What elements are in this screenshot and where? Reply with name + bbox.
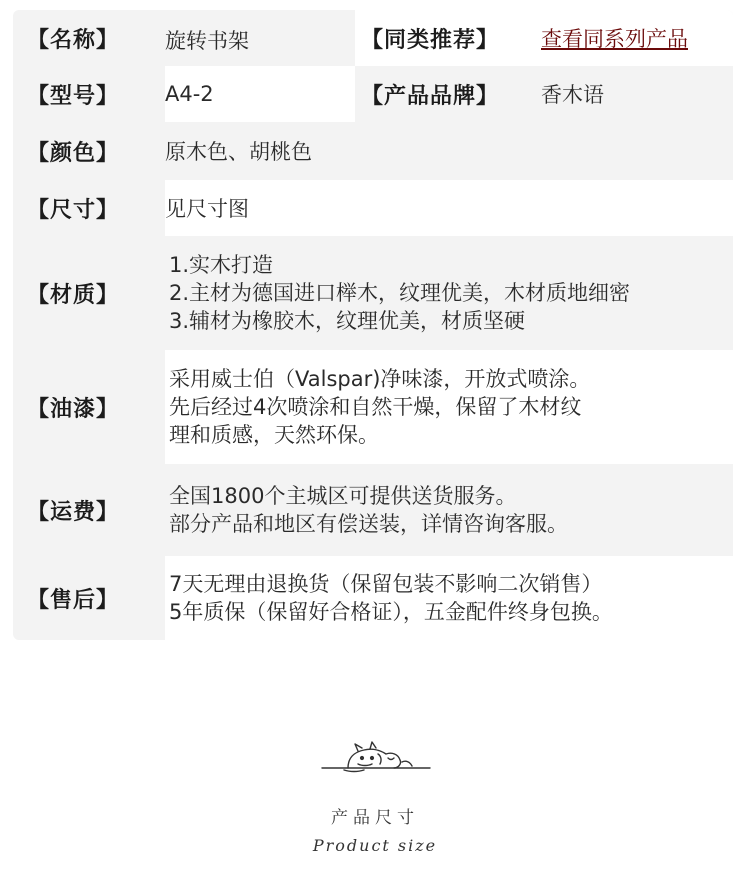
color-key: 【颜色】 xyxy=(27,140,120,166)
size-key-cell xyxy=(13,180,165,236)
model-value: A4-2 xyxy=(165,82,214,106)
paint-line: 理和质感，天然环保。 xyxy=(169,423,379,447)
similar-key: 【同类推荐】 xyxy=(361,27,500,53)
paint-key-cell xyxy=(13,350,165,464)
row-size xyxy=(13,180,733,236)
row-shipping xyxy=(13,464,733,556)
name-key: 【名称】 xyxy=(27,27,120,53)
after-sales-line: 7天无理由退换货（保留包装不影响二次销售） xyxy=(169,572,603,596)
spec-table xyxy=(13,10,733,640)
paint-key: 【油漆】 xyxy=(27,396,120,422)
section-title-cn: 产品尺寸 xyxy=(331,808,419,828)
similar-cell xyxy=(355,10,733,66)
material-line: 1.实木打造 xyxy=(169,253,274,277)
material-line: 3.辅材为橡胶木，纹理优美，材质坚硬 xyxy=(169,309,526,333)
material-value xyxy=(169,236,630,350)
after-sales-key: 【售后】 xyxy=(27,587,120,613)
material-key: 【材质】 xyxy=(27,282,120,308)
name-value: 旋转书架 xyxy=(165,29,249,53)
paint-line: 先后经过4次喷涂和自然干燥，保留了木材纹 xyxy=(169,395,582,419)
shipping-value xyxy=(169,464,568,556)
row-paint xyxy=(13,350,733,464)
model-key-cell xyxy=(13,66,165,122)
row-material xyxy=(13,236,733,350)
brand-cell xyxy=(355,66,733,122)
row-model xyxy=(13,66,733,122)
color-value: 原木色、胡桃色 xyxy=(165,140,312,164)
shipping-key: 【运费】 xyxy=(27,499,120,525)
section-title-en: Product size xyxy=(312,836,438,855)
after-sales-line: 5年质保（保留好合格证），五金配件终身包换。 xyxy=(169,600,613,624)
size-key: 【尺寸】 xyxy=(27,197,120,223)
after-sales-key-cell xyxy=(13,556,165,640)
row-color xyxy=(13,122,733,180)
material-line: 2.主材为德国进口榉木，纹理优美，木材质地细密 xyxy=(169,281,631,305)
row-after-sales xyxy=(13,556,733,640)
cow-doodle-icon xyxy=(318,728,438,778)
paint-value xyxy=(169,350,590,464)
shipping-line: 部分产品和地区有偿送装，详情咨询客服。 xyxy=(169,512,568,536)
brand-value: 香木语 xyxy=(541,83,604,107)
row-name xyxy=(13,10,733,66)
brand-key: 【产品品牌】 xyxy=(361,83,500,109)
size-value: 见尺寸图 xyxy=(165,197,249,221)
model-key: 【型号】 xyxy=(27,83,120,109)
paint-line: 采用威士伯（Valspar)净味漆，开放式喷涂。 xyxy=(169,367,591,391)
shipping-line: 全国1800个主城区可提供送货服务。 xyxy=(169,484,517,508)
similar-series-link[interactable]: 查看同系列产品 xyxy=(541,27,688,51)
after-sales-value xyxy=(169,556,613,640)
